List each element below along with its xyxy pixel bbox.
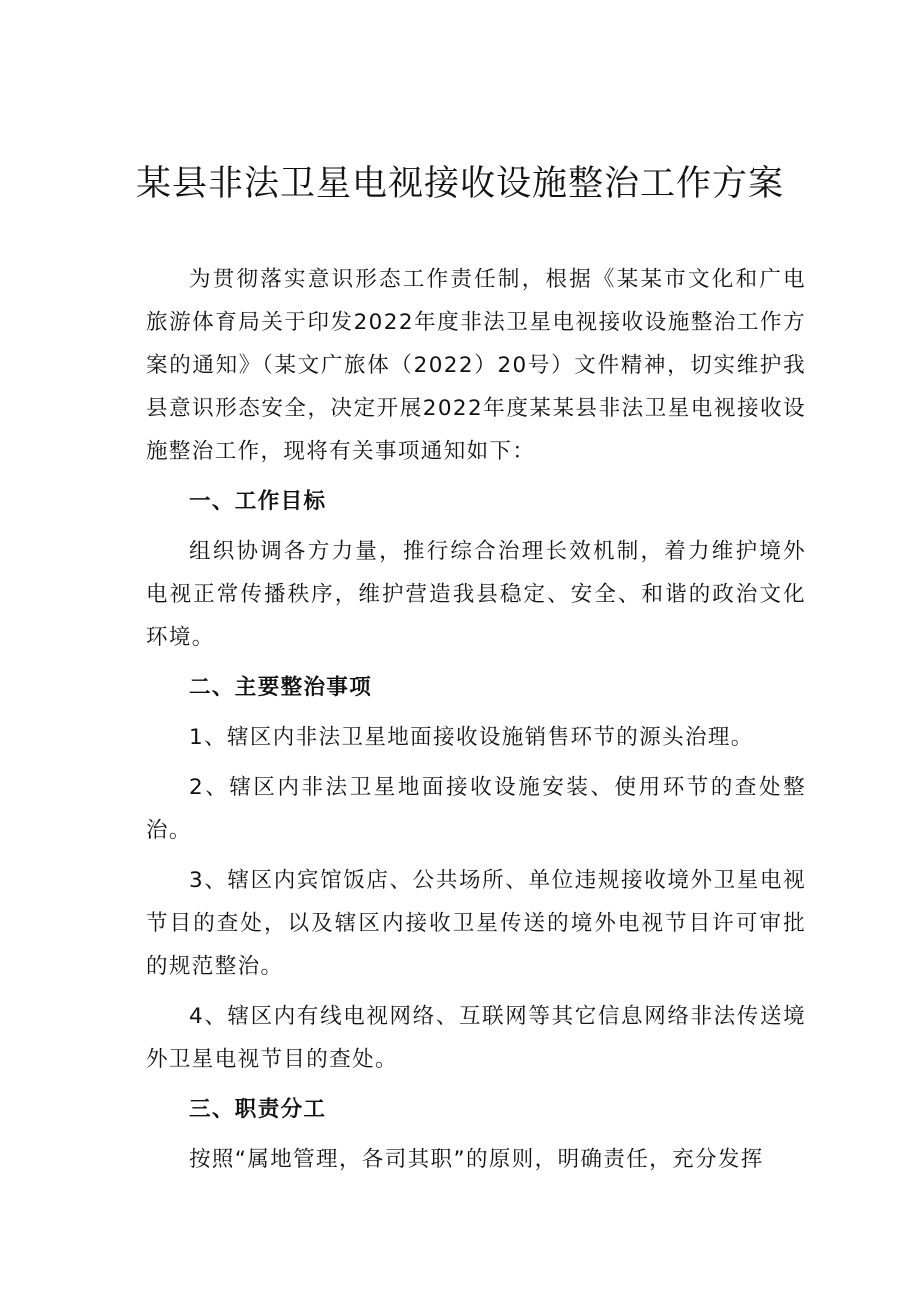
responsibilities-paragraph: 按照“属地管理，各司其职”的原则，明确责任，充分发挥 <box>189 1147 764 1172</box>
intro-paragraph: 为贯彻落实意识形态工作责任制，根据《某某市文化和广电旅游体育局关于印发2022年度非法卫星电视接收设施整治工作方案的通知》（某文广旅体（2022）20号）文件精神，切实维护我县意识形态安全，决定开展2022年度某某县非法卫星电视接收设施整治工作，现将有关事项通知如下： <box>146 267 806 464</box>
main-item-3: 3、辖区内宾馆饭店、公共场所、单位违规接收境外卫星电视节目的查处，以及辖区内接收卫星传送的境外电视节目许可审批的规范整治。 <box>146 868 806 979</box>
main-item-4: 4、辖区内有线电视网络、互联网等其它信息网络非法传送境外卫星电视节目的查处。 <box>146 1004 806 1072</box>
goals-paragraph: 组织协调各方力量，推行综合治理长效机制，着力维护境外电视正常传播秩序，维护营造我县稳定、安全、和谐的政治文化环境。 <box>146 539 806 650</box>
document-body <box>146 258 806 1188</box>
section-heading-responsibilities: 三、职责分工 <box>189 1097 327 1122</box>
document-title: 某县非法卫星电视接收设施整治工作方案 <box>135 164 784 204</box>
section-heading-main-items: 二、主要整治事项 <box>189 675 373 700</box>
main-item-2: 2、辖区内非法卫星地面接收设施安装、使用环节的查处整治。 <box>146 775 806 843</box>
section-heading-goals: 一、工作目标 <box>189 489 327 514</box>
main-item-1: 1、辖区内非法卫星地面接收设施销售环节的源头治理。 <box>189 725 754 750</box>
